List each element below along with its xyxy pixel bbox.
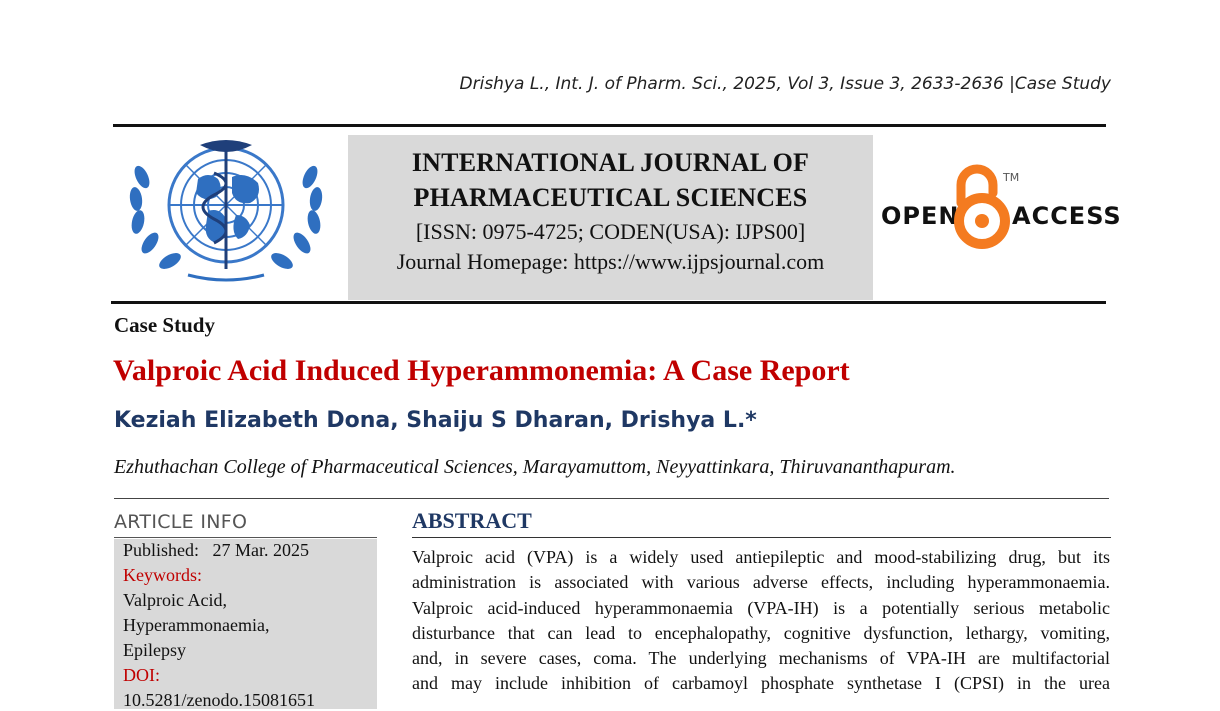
article-authors: Keziah Elizabeth Dona, Shaiju S Dharan, Drishya L.* bbox=[114, 408, 757, 433]
open-access-word-access: ACCESS bbox=[1012, 202, 1122, 230]
article-info-divider bbox=[114, 537, 377, 538]
article-type-label: Case Study bbox=[114, 313, 215, 337]
doi-link[interactable]: 10.5281/zenodo.15081651 bbox=[123, 690, 315, 710]
journal-homepage[interactable]: Journal Homepage: https://www.ijpsjournal.com bbox=[396, 249, 825, 274]
abstract-line: administration is associated with various adverse effects, including hyperammonaemia. bbox=[412, 572, 1110, 593]
affiliation-divider bbox=[114, 498, 1109, 499]
abstract-line: Valproic acid-induced hyperammonaemia (VPA-IH) is a potentially serious metabolic bbox=[412, 597, 1110, 618]
keyword-item: Valproic Acid, bbox=[123, 590, 227, 610]
open-access-logo bbox=[878, 163, 1122, 255]
article-info-heading: ARTICLE INFO bbox=[114, 511, 248, 533]
article-title: Valproic Acid Induced Hyperammonemia: A Case Report bbox=[113, 354, 850, 387]
abstract-heading: ABSTRACT bbox=[412, 508, 532, 533]
journal-name-line2: PHARMACEUTICAL SCIENCES bbox=[413, 183, 808, 212]
abstract-line: Valproic acid (VPA) is a widely used antiepileptic and mood-stabilizing drug, but its bbox=[412, 547, 1110, 567]
journal-issn: [ISSN: 0975-4725; CODEN(USA): IJPS00] bbox=[415, 219, 806, 244]
abstract-line: and, in severe cases, coma. The underlying mechanisms of VPA-IH are multifactorial bbox=[412, 648, 1110, 669]
abstract-line: disturbance that can lead to encephalopathy, cognitive dysfunction, lethargy, vomiting, bbox=[412, 622, 1110, 643]
keyword-item: Hyperammonaemia, bbox=[123, 615, 270, 635]
journal-logo-emblem bbox=[128, 137, 324, 282]
journal-banner bbox=[348, 135, 873, 300]
abstract-line: and may include inhibition of carbamoyl phosphate synthetase I (CPSI) in the urea bbox=[412, 673, 1110, 694]
open-access-trademark: TM bbox=[1003, 171, 1020, 184]
lock-keyhole-icon bbox=[975, 214, 989, 228]
running-header-citation: Drishya L., Int. J. of Pharm. Sci., 2025, Vol 3, Issue 3, 2633-2636 |Case Study bbox=[459, 74, 1111, 94]
published-date: 27 Mar. 2025 bbox=[212, 540, 310, 560]
open-access-word-open: OPEN bbox=[881, 202, 960, 230]
published-label: Published: bbox=[123, 540, 200, 560]
header-bottom-rule bbox=[111, 301, 1106, 304]
header-top-rule bbox=[113, 124, 1106, 127]
doi-label: DOI: bbox=[123, 665, 160, 685]
keyword-item: Epilepsy bbox=[123, 640, 186, 660]
abstract-divider bbox=[412, 537, 1111, 538]
keywords-label: Keywords: bbox=[123, 565, 202, 585]
open-lock-icon bbox=[959, 169, 1005, 244]
published-row bbox=[123, 540, 309, 561]
journal-name-line1: INTERNATIONAL JOURNAL OF bbox=[411, 148, 810, 177]
abstract-body bbox=[412, 545, 1110, 697]
author-affiliation: Ezhuthachan College of Pharmaceutical Sciences, Marayamuttom, Neyyattinkara, Thiruvananthapuram. bbox=[114, 456, 956, 478]
article-info-panel bbox=[114, 539, 377, 709]
